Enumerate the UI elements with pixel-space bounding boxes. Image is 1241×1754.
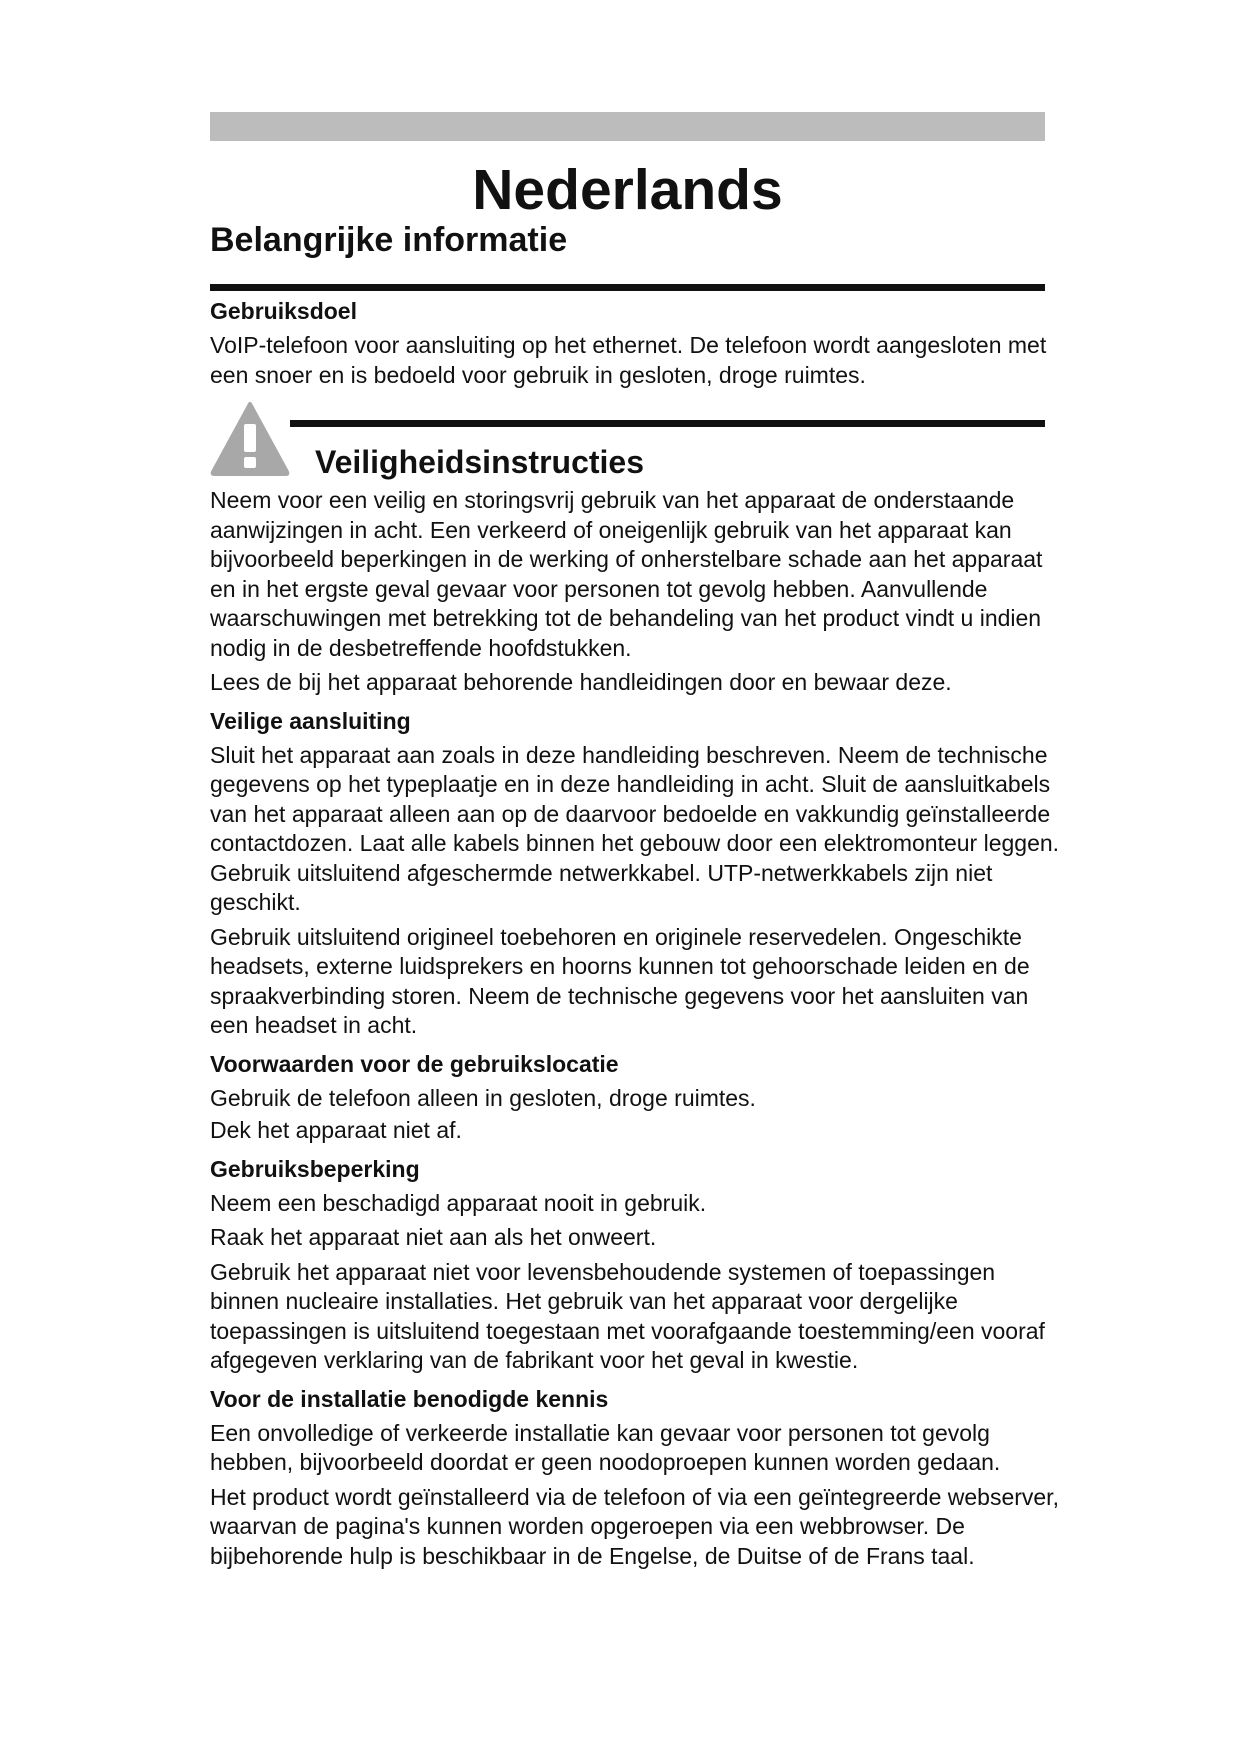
- safety-section: [210, 486, 1070, 1571]
- page-subtitle: Belangrijke informatie: [210, 221, 568, 259]
- safe-connection-paragraph-2: Gebruik uitsluitend origineel toebehoren en originele reservedelen. Ongeschikte headsets, externe luidsprekers en hoorns kunnen tot gehoorschade leiden en de spraakverbinding storen. Neem de technische gegevens voor het aansluiten van een headset in acht.: [210, 923, 1030, 1038]
- installation-paragraph-2: Het product wordt geïnstalleerd via de telefoon of via een geïntegreerde webserver, waarvan de pagina's kunnen worden opgeroepen via een webbrowser. De bijbehorende hulp is beschikbaar in de Engelse, de Duitse of de Frans taal.: [210, 1483, 1059, 1569]
- restriction-paragraph-1: Neem een beschadigd apparaat nooit in gebruik.: [210, 1189, 707, 1216]
- intended-use-text: VoIP-telefoon voor aansluiting op het ethernet. De telefoon wordt aangesloten met een snoer en is bedoeld voor gebruik in gesloten, droge ruimtes.: [210, 332, 1047, 388]
- restriction-paragraph-3: Gebruik het apparaat niet voor levensbehoudende systemen of toepassingen binnen nucleaire installaties. Het gebruik van het apparaat voor dergelijke toepassingen is uitsluitend toegestaan met voorafgaande toestemming/een vooraf afgegeven verklaring van de fabrikant voor het geval in kwestie.: [210, 1258, 1045, 1373]
- intended-use-heading: Gebruiksdoel: [210, 298, 357, 324]
- safety-title: Veiligheidsinstructies: [315, 444, 644, 480]
- installation-heading: Voor de installatie benodigde kennis: [210, 1385, 609, 1412]
- safety-divider: [290, 420, 1045, 427]
- restriction-heading: Gebruiksbeperking: [210, 1155, 420, 1182]
- installation-paragraph-1: Een onvolledige of verkeerde installatie kan gevaar voor personen tot gevolg hebben, bijvoorbeeld doordat er geen noodoproepen kunnen worden gedaan.: [210, 1419, 1001, 1475]
- location-heading: Voorwaarden voor de gebruikslocatie: [210, 1050, 619, 1077]
- page-title: Nederlands: [472, 158, 783, 222]
- location-paragraph-1: Gebruik de telefoon alleen in gesloten, droge ruimtes.: [210, 1084, 756, 1111]
- warning-icon: [210, 400, 290, 476]
- location-paragraph-2: Dek het apparaat niet af.: [210, 1117, 462, 1143]
- restriction-paragraph-2: Raak het apparaat niet aan als het onweert.: [210, 1224, 657, 1250]
- section-divider: [210, 284, 1045, 291]
- safe-connection-paragraph-1: Sluit het apparaat aan zoals in deze handleiding beschreven. Neem de technische gegevens op het typeplaatje en in deze handleiding in acht. Sluit de aansluitkabels van het apparaat alleen aan op de daarvoor bedoelde en vakkundig geïnstalleerde contactdozen. Laat alle kabels binnen het gebouw door een elektromonteur leggen. Gebruik uitsluitend afgeschermde netwerkkabel. UTP-netwerkkabels zijn niet geschikt.: [210, 741, 1060, 915]
- safe-connection-heading: Veilige aansluiting: [210, 707, 411, 734]
- safety-paragraph-2: Lees de bij het apparaat behorende handleidingen door en bewaar deze.: [210, 669, 952, 695]
- safety-paragraph-1: Neem voor een veilig en storingsvrij gebruik van het apparaat de onderstaande aanwijzingen in acht. Een verkeerd of oneigenlijk gebruik van het apparaat kan bijvoorbeeld beperkingen in de werking of onherstelbare schade aan het apparaat en in het ergste geval gevaar voor personen tot gevolg hebben. Aanvullende waarschuwingen met betrekking tot de behandeling van het product vindt u indien nodig in de desbetreffende hoofdstukken.: [210, 487, 1043, 661]
- top-gray-band: [210, 112, 1045, 141]
- intended-use-section: [210, 296, 1070, 390]
